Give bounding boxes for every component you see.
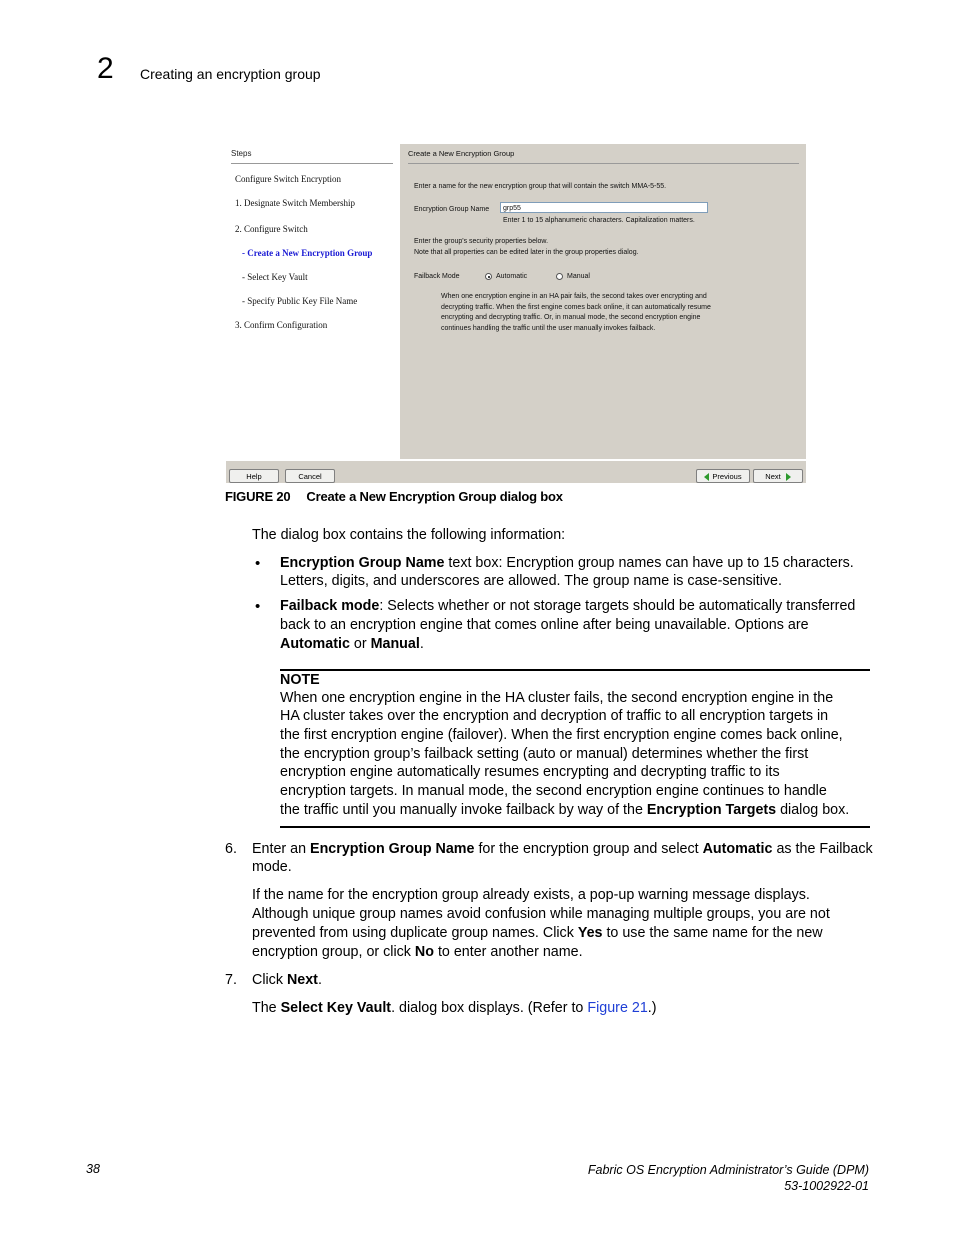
bullet-1-text: text box: Encryption group names can have up to 15 characters. (444, 555, 854, 571)
failback-description-1: When one encryption engine in an HA pair fails, the second takes over encrypting and (441, 293, 707, 300)
step-7-para-pre: The (252, 1000, 281, 1016)
term-yes: Yes (577, 925, 603, 941)
bullet-2-line-1 (280, 597, 855, 616)
step-create-group[interactable]: - Create a New Encryption Group (242, 248, 373, 258)
chapter-title: Creating an encryption group (140, 66, 321, 82)
help-button[interactable]: Help (229, 469, 279, 483)
previous-label: Previous (712, 472, 742, 481)
bullet-1-line-2: Letters, digits, and underscores are allowed. The group name is case-sensitive. (280, 573, 782, 589)
step-6-para-4-pre: encryption group, or click (252, 944, 415, 960)
note-bottom-rule (280, 826, 870, 828)
term-encryption-group-name: Encryption Group Name (280, 555, 445, 571)
or-text: or (349, 636, 371, 652)
steps-heading: Steps (231, 149, 252, 158)
step-6-post: as the Failback (772, 841, 873, 857)
term-automatic: Automatic (280, 636, 350, 652)
step-6-para-3-pre: prevented from using duplicate group names. Click (252, 925, 578, 941)
automatic-radio[interactable] (485, 273, 492, 280)
term-encryption-group-name-2: Encryption Group Name (310, 841, 475, 857)
bullet-2-line-2: back to an encryption engine that comes online after being unavailable. Options are (280, 617, 809, 633)
note-last-post: dialog box. (776, 802, 850, 818)
content-pane (400, 144, 806, 459)
failback-description-4: continues handling the traffic until the user manually invokes failback. (441, 324, 656, 332)
term-no: No (414, 944, 434, 960)
step-configure-switch-encryption[interactable]: Configure Switch Encryption (235, 174, 341, 184)
pane-intro: Enter a name for the new encryption group that will contain the switch MMA-5-55. (414, 183, 667, 190)
step-6-para-line-1: If the name for the encryption group already exists, a pop-up warning message displays. (252, 887, 810, 903)
step-7-para (252, 999, 657, 1018)
term-manual: Manual (370, 636, 420, 652)
dialog-button-bar (226, 459, 806, 483)
step-7-para-mid: . dialog box displays. (Refer to (391, 1000, 588, 1016)
note-line-5: encryption engine automatically resumes encrypting and decrypting traffic to its (280, 764, 780, 780)
bullet-2-line-3 (280, 635, 424, 654)
steps-pane (226, 144, 399, 459)
note-line-7 (280, 801, 849, 820)
step-7-post: . (317, 972, 322, 988)
note-heading: NOTE (280, 672, 320, 688)
step-designate-membership[interactable]: 1. Designate Switch Membership (235, 198, 355, 208)
step-6-pre: Enter an (252, 841, 311, 857)
term-encryption-targets: Encryption Targets (646, 802, 777, 818)
note-line-6: encryption targets. In manual mode, the second encryption engine continues to handle (280, 783, 827, 799)
manual-option-label[interactable]: Manual (567, 273, 590, 280)
dialog-screenshot (226, 144, 806, 483)
cancel-button[interactable]: Cancel (285, 469, 335, 483)
step-configure-switch[interactable]: 2. Configure Switch (235, 224, 308, 234)
next-button[interactable] (753, 469, 803, 483)
step-6-para-3-post: to use the same name for the new (602, 925, 823, 941)
page-number: 38 (86, 1162, 100, 1176)
period: . (419, 636, 424, 652)
step-confirm-configuration[interactable]: 3. Confirm Configuration (235, 320, 328, 330)
chapter-number: 2 (97, 52, 114, 85)
figure-label: FIGURE 20 (225, 489, 291, 504)
pane-title: Create a New Encryption Group (408, 149, 515, 158)
note-last-pre: the traffic until you manually invoke failback by way of the (280, 802, 647, 818)
term-next: Next (286, 972, 318, 988)
step-6-mid: for the encryption group and select (474, 841, 703, 857)
step-public-key-file[interactable]: - Specify Public Key File Name (242, 296, 358, 306)
term-select-key-vault: Select Key Vault (280, 1000, 392, 1016)
encryption-group-name-input[interactable]: grp55 (500, 202, 708, 213)
arrow-right-icon (786, 473, 791, 481)
automatic-option-label[interactable]: Automatic (496, 273, 528, 280)
doc-title: Fabric OS Encryption Administrator’s Guide (DPM) (587, 1163, 869, 1177)
failback-description-3: encrypting and decrypting traffic. Or, in manual mode, the second encryption engine (441, 314, 701, 321)
arrow-left-icon (704, 473, 709, 481)
step-6-para-line-3 (252, 924, 823, 943)
bullet-dot-1: • (255, 555, 261, 572)
step-7-para-post: .) (647, 1000, 657, 1016)
next-label: Next (765, 472, 781, 481)
figure-21-link[interactable]: Figure 21 (587, 1000, 648, 1016)
name-hint: Enter 1 to 15 alphanumeric characters. Capitalization matters. (503, 217, 695, 224)
footer-doc-info (588, 1162, 869, 1194)
step-6-number: 6. (225, 841, 237, 857)
step-7-pre: Click (252, 972, 287, 988)
previous-button[interactable] (696, 469, 750, 483)
note-line-1: When one encryption engine in the HA cluster fails, the second encryption engine in the (280, 690, 834, 706)
step-6-para-line-2: Although unique group names avoid confusion while managing multiple groups, you are not (252, 906, 830, 922)
step-6-para-line-4 (252, 943, 583, 962)
note-top-rule (280, 669, 870, 671)
note-line-4: the encryption group’s failback setting (auto or manual) determines whether the first (280, 746, 809, 762)
manual-radio[interactable] (556, 273, 563, 280)
step-7-number: 7. (225, 972, 237, 988)
step-6-para-4-post: to enter another name. (433, 944, 583, 960)
figure-caption (225, 489, 563, 505)
bullet-2-text: : Selects whether or not storage targets should be automatically transferred (379, 598, 856, 614)
intro-paragraph: The dialog box contains the following information: (252, 527, 566, 543)
step-7-line (252, 971, 322, 990)
note-line-3: the first encryption engine (failover). When the first encryption engine comes back online, (280, 727, 843, 743)
props-note-2: Note that all properties can be edited later in the group properties dialog. (414, 249, 639, 256)
bullet-dot-2: • (255, 598, 261, 615)
step-select-key-vault[interactable]: - Select Key Vault (242, 272, 308, 282)
step-6-line-2: mode. (252, 859, 292, 875)
note-line-2: HA cluster takes over the encryption and decryption of traffic to all encryption targets in (280, 708, 829, 724)
step-6-line-1 (252, 840, 873, 859)
failback-description-2: decrypting traffic. When the first engine comes back online, it can automatically resume (441, 303, 711, 311)
steps-divider (231, 163, 393, 164)
props-note-1: Enter the group's security properties below. (414, 238, 549, 245)
term-failback-mode: Failback mode (280, 598, 380, 614)
term-automatic-2: Automatic (702, 841, 773, 857)
figure-caption-text: Create a New Encryption Group dialog box (306, 489, 563, 504)
failback-label: Failback Mode (414, 273, 460, 280)
bullet-1-line-1 (280, 554, 854, 573)
doc-number: 53-1002922-01 (784, 1179, 869, 1193)
name-label: Encryption Group Name (414, 206, 490, 213)
pane-divider (408, 163, 799, 164)
